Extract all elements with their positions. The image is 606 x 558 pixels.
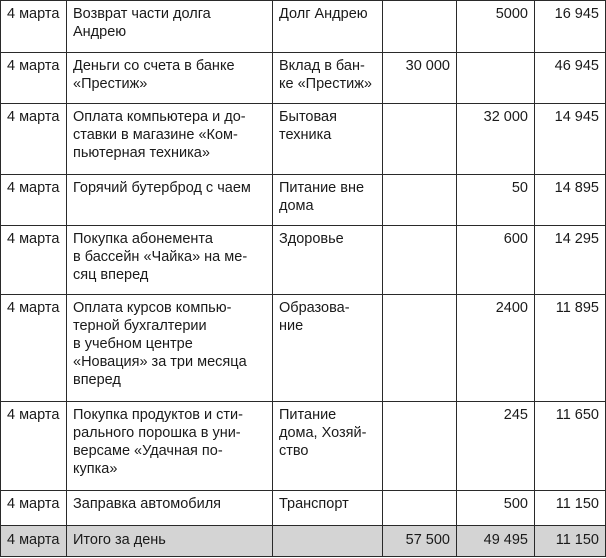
income-cell	[383, 104, 457, 175]
total-expense-cell: 49 495	[457, 526, 535, 557]
total-balance-cell: 11 150	[535, 526, 606, 557]
balance-cell: 11 650	[535, 402, 606, 491]
table-row	[1, 53, 606, 104]
category-cell: Вклад в бан- ке «Престиж»	[273, 53, 383, 104]
income-cell: 30 000	[383, 53, 457, 104]
category-cell: Питание дома, Хозяй- ство	[273, 402, 383, 491]
ledger-body	[1, 1, 606, 557]
expense-cell	[457, 53, 535, 104]
table-row	[1, 104, 606, 175]
income-cell	[383, 226, 457, 295]
table-row	[1, 402, 606, 491]
income-cell	[383, 402, 457, 491]
income-cell	[383, 1, 457, 53]
expense-cell: 32 000	[457, 104, 535, 175]
description-cell: Оплата компьютера и до- ставки в магазине «Ком- пьютерная техника»	[67, 104, 273, 175]
income-cell	[383, 491, 457, 526]
description-cell: Покупка продуктов и сти- рального порошка в уни- версаме «Удачная по- купка»	[67, 402, 273, 491]
table-row	[1, 1, 606, 53]
expense-cell: 5000	[457, 1, 535, 53]
category-cell: Долг Андрею	[273, 1, 383, 53]
expense-cell: 600	[457, 226, 535, 295]
table-row	[1, 175, 606, 226]
date-cell: 4 марта	[1, 104, 67, 175]
category-cell: Образова- ние	[273, 295, 383, 402]
income-cell	[383, 175, 457, 226]
total-row	[1, 526, 606, 557]
category-cell: Питание вне дома	[273, 175, 383, 226]
description-cell: Оплата курсов компью- терной бухгалтерии в учебном центре «Новация» за три месяца вперед	[67, 295, 273, 402]
expense-cell: 245	[457, 402, 535, 491]
expense-cell: 500	[457, 491, 535, 526]
balance-cell: 14 895	[535, 175, 606, 226]
income-cell	[383, 295, 457, 402]
date-cell: 4 марта	[1, 1, 67, 53]
total-date-cell: 4 марта	[1, 526, 67, 557]
description-cell: Возврат части долга Андрею	[67, 1, 273, 53]
date-cell: 4 марта	[1, 402, 67, 491]
table-row	[1, 226, 606, 295]
balance-cell: 14 945	[535, 104, 606, 175]
expense-cell: 50	[457, 175, 535, 226]
balance-cell: 14 295	[535, 226, 606, 295]
date-cell: 4 марта	[1, 226, 67, 295]
balance-cell: 46 945	[535, 53, 606, 104]
expense-cell: 2400	[457, 295, 535, 402]
total-category-cell	[273, 526, 383, 557]
description-cell: Горячий бутерброд с чаем	[67, 175, 273, 226]
balance-cell: 16 945	[535, 1, 606, 53]
total-label-cell: Итого за день	[67, 526, 273, 557]
category-cell: Здоровье	[273, 226, 383, 295]
description-cell: Заправка автомобиля	[67, 491, 273, 526]
table-row	[1, 295, 606, 402]
date-cell: 4 марта	[1, 295, 67, 402]
date-cell: 4 марта	[1, 175, 67, 226]
balance-cell: 11 895	[535, 295, 606, 402]
description-cell: Покупка абонемента в бассейн «Чайка» на ме- сяц вперед	[67, 226, 273, 295]
total-income-cell: 57 500	[383, 526, 457, 557]
date-cell: 4 марта	[1, 491, 67, 526]
table-row	[1, 491, 606, 526]
date-cell: 4 марта	[1, 53, 67, 104]
description-cell: Деньги со счета в банке «Престиж»	[67, 53, 273, 104]
category-cell: Транспорт	[273, 491, 383, 526]
category-cell: Бытовая техника	[273, 104, 383, 175]
balance-cell: 11 150	[535, 491, 606, 526]
